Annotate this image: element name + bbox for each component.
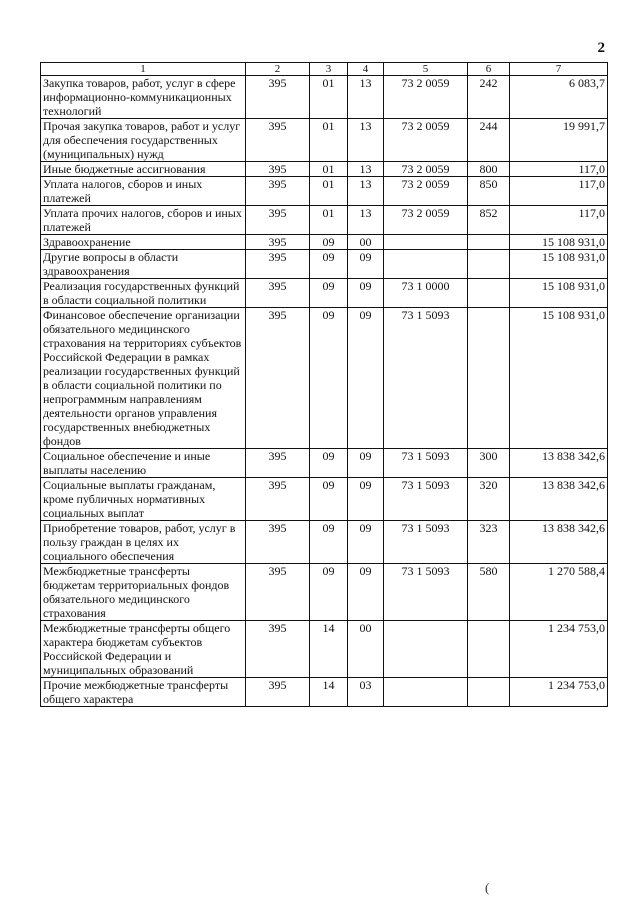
row-amount: 15 108 931,0 (510, 279, 608, 308)
row-amount: 1 270 588,4 (510, 564, 608, 621)
row-amount: 15 108 931,0 (510, 235, 608, 250)
row-name: Приобретение товаров, работ, услуг в пользу граждан в целях их социального обеспечения (41, 521, 246, 564)
row-expense-type: 320 (468, 478, 510, 521)
row-section: 09 (310, 308, 348, 449)
row-subsection: 00 (348, 621, 384, 678)
row-section: 09 (310, 564, 348, 621)
row-section: 01 (310, 119, 348, 162)
row-grbs: 395 (246, 564, 310, 621)
row-grbs: 395 (246, 478, 310, 521)
table-row (41, 162, 608, 177)
row-amount: 13 838 342,6 (510, 449, 608, 478)
row-name: Иные бюджетные ассигнования (41, 162, 246, 177)
row-subsection: 09 (348, 564, 384, 621)
row-section: 09 (310, 449, 348, 478)
table-row (41, 621, 608, 678)
row-name: Социальные выплаты гражданам, кроме публичных нормативных социальных выплат (41, 478, 246, 521)
row-amount: 1 234 753,0 (510, 621, 608, 678)
row-amount: 117,0 (510, 162, 608, 177)
row-subsection: 13 (348, 76, 384, 119)
row-target-article: 73 1 5093 (384, 308, 468, 449)
row-subsection: 09 (348, 521, 384, 564)
table-row (41, 678, 608, 707)
row-name: Реализация государственных функций в области социальной политики (41, 279, 246, 308)
table-row (41, 521, 608, 564)
row-name: Межбюджетные трансферты общего характера бюджетам субъектов Российской Федерации и муниципальных образований (41, 621, 246, 678)
row-expense-type (468, 235, 510, 250)
row-grbs: 395 (246, 119, 310, 162)
row-section: 09 (310, 279, 348, 308)
row-name: Социальное обеспечение и иные выплаты населению (41, 449, 246, 478)
row-grbs: 395 (246, 162, 310, 177)
row-subsection: 09 (348, 308, 384, 449)
row-expense-type: 850 (468, 177, 510, 206)
row-grbs: 395 (246, 308, 310, 449)
row-target-article (384, 235, 468, 250)
row-amount: 19 991,7 (510, 119, 608, 162)
row-grbs: 395 (246, 279, 310, 308)
budget-table (40, 62, 608, 707)
row-section: 01 (310, 162, 348, 177)
row-subsection: 03 (348, 678, 384, 707)
row-expense-type (468, 678, 510, 707)
table-row (41, 177, 608, 206)
row-subsection: 00 (348, 235, 384, 250)
row-subsection: 13 (348, 177, 384, 206)
row-target-article: 73 1 5093 (384, 449, 468, 478)
row-expense-type (468, 250, 510, 279)
col-header-target-article: 5 (384, 63, 468, 76)
col-header-subsection: 4 (348, 63, 384, 76)
row-section: 01 (310, 177, 348, 206)
row-subsection: 13 (348, 206, 384, 235)
table-row (41, 235, 608, 250)
row-amount: 13 838 342,6 (510, 521, 608, 564)
row-section: 01 (310, 206, 348, 235)
row-section: 14 (310, 621, 348, 678)
row-name: Уплата прочих налогов, сборов и иных платежей (41, 206, 246, 235)
row-expense-type (468, 621, 510, 678)
row-section: 09 (310, 521, 348, 564)
row-name: Прочая закупка товаров, работ и услуг для обеспечения государственных (муниципальных) нужд (41, 119, 246, 162)
row-expense-type: 852 (468, 206, 510, 235)
row-name: Финансовое обеспечение организации обязательного медицинского страхования на территориях субъектов Российской Федерации в рамках реализации государственных функций в области социальной политики по непрограммным направлениям деятельности органов управления государственных внебюджетных фондов (41, 308, 246, 449)
row-target-article (384, 678, 468, 707)
row-amount: 117,0 (510, 206, 608, 235)
row-subsection: 09 (348, 478, 384, 521)
row-subsection: 13 (348, 119, 384, 162)
row-target-article: 73 1 0000 (384, 279, 468, 308)
row-name: Здравоохранение (41, 235, 246, 250)
row-subsection: 13 (348, 162, 384, 177)
row-grbs: 395 (246, 521, 310, 564)
row-name: Прочие межбюджетные трансферты общего характера (41, 678, 246, 707)
row-amount: 6 083,7 (510, 76, 608, 119)
page-number: 2 (597, 40, 605, 56)
row-expense-type: 300 (468, 449, 510, 478)
row-expense-type: 580 (468, 564, 510, 621)
row-target-article (384, 250, 468, 279)
row-section: 09 (310, 250, 348, 279)
row-subsection: 09 (348, 250, 384, 279)
col-header-grbs: 2 (246, 63, 310, 76)
table-row (41, 564, 608, 621)
row-name: Закупка товаров, работ, услуг в сфере информационно-коммуникационных технологий (41, 76, 246, 119)
row-target-article: 73 1 5093 (384, 521, 468, 564)
row-grbs: 395 (246, 177, 310, 206)
row-grbs: 395 (246, 621, 310, 678)
row-target-article: 73 2 0059 (384, 162, 468, 177)
table-row (41, 76, 608, 119)
col-header-expense-type: 6 (468, 63, 510, 76)
table-row (41, 119, 608, 162)
row-name: Уплата налогов, сборов и иных платежей (41, 177, 246, 206)
row-name: Другие вопросы в области здравоохранения (41, 250, 246, 279)
table-row (41, 250, 608, 279)
row-grbs: 395 (246, 449, 310, 478)
row-target-article: 73 2 0059 (384, 119, 468, 162)
row-target-article: 73 1 5093 (384, 478, 468, 521)
row-section: 09 (310, 235, 348, 250)
row-name: Межбюджетные трансферты бюджетам территориальных фондов обязательного медицинского страхования (41, 564, 246, 621)
row-amount: 1 234 753,0 (510, 678, 608, 707)
row-amount: 13 838 342,6 (510, 478, 608, 521)
table-row (41, 478, 608, 521)
col-header-name: 1 (41, 63, 246, 76)
row-grbs: 395 (246, 235, 310, 250)
row-amount: 15 108 931,0 (510, 308, 608, 449)
row-expense-type: 800 (468, 162, 510, 177)
row-target-article: 73 2 0059 (384, 206, 468, 235)
header-row (41, 63, 608, 76)
row-expense-type: 244 (468, 119, 510, 162)
table-row (41, 449, 608, 478)
row-section: 14 (310, 678, 348, 707)
row-grbs: 395 (246, 250, 310, 279)
row-subsection: 09 (348, 449, 384, 478)
col-header-section: 3 (310, 63, 348, 76)
col-header-amount: 7 (510, 63, 608, 76)
table-row (41, 308, 608, 449)
row-expense-type (468, 279, 510, 308)
table-row (41, 279, 608, 308)
row-expense-type: 242 (468, 76, 510, 119)
row-expense-type (468, 308, 510, 449)
row-target-article: 73 1 5093 (384, 564, 468, 621)
row-amount: 15 108 931,0 (510, 250, 608, 279)
pen-mark: ( (485, 880, 490, 895)
row-target-article: 73 2 0059 (384, 76, 468, 119)
row-section: 01 (310, 76, 348, 119)
row-expense-type: 323 (468, 521, 510, 564)
row-subsection: 09 (348, 279, 384, 308)
row-grbs: 395 (246, 76, 310, 119)
row-grbs: 395 (246, 206, 310, 235)
table-row (41, 206, 608, 235)
row-section: 09 (310, 478, 348, 521)
row-target-article (384, 621, 468, 678)
row-amount: 117,0 (510, 177, 608, 206)
row-grbs: 395 (246, 678, 310, 707)
row-target-article: 73 2 0059 (384, 177, 468, 206)
